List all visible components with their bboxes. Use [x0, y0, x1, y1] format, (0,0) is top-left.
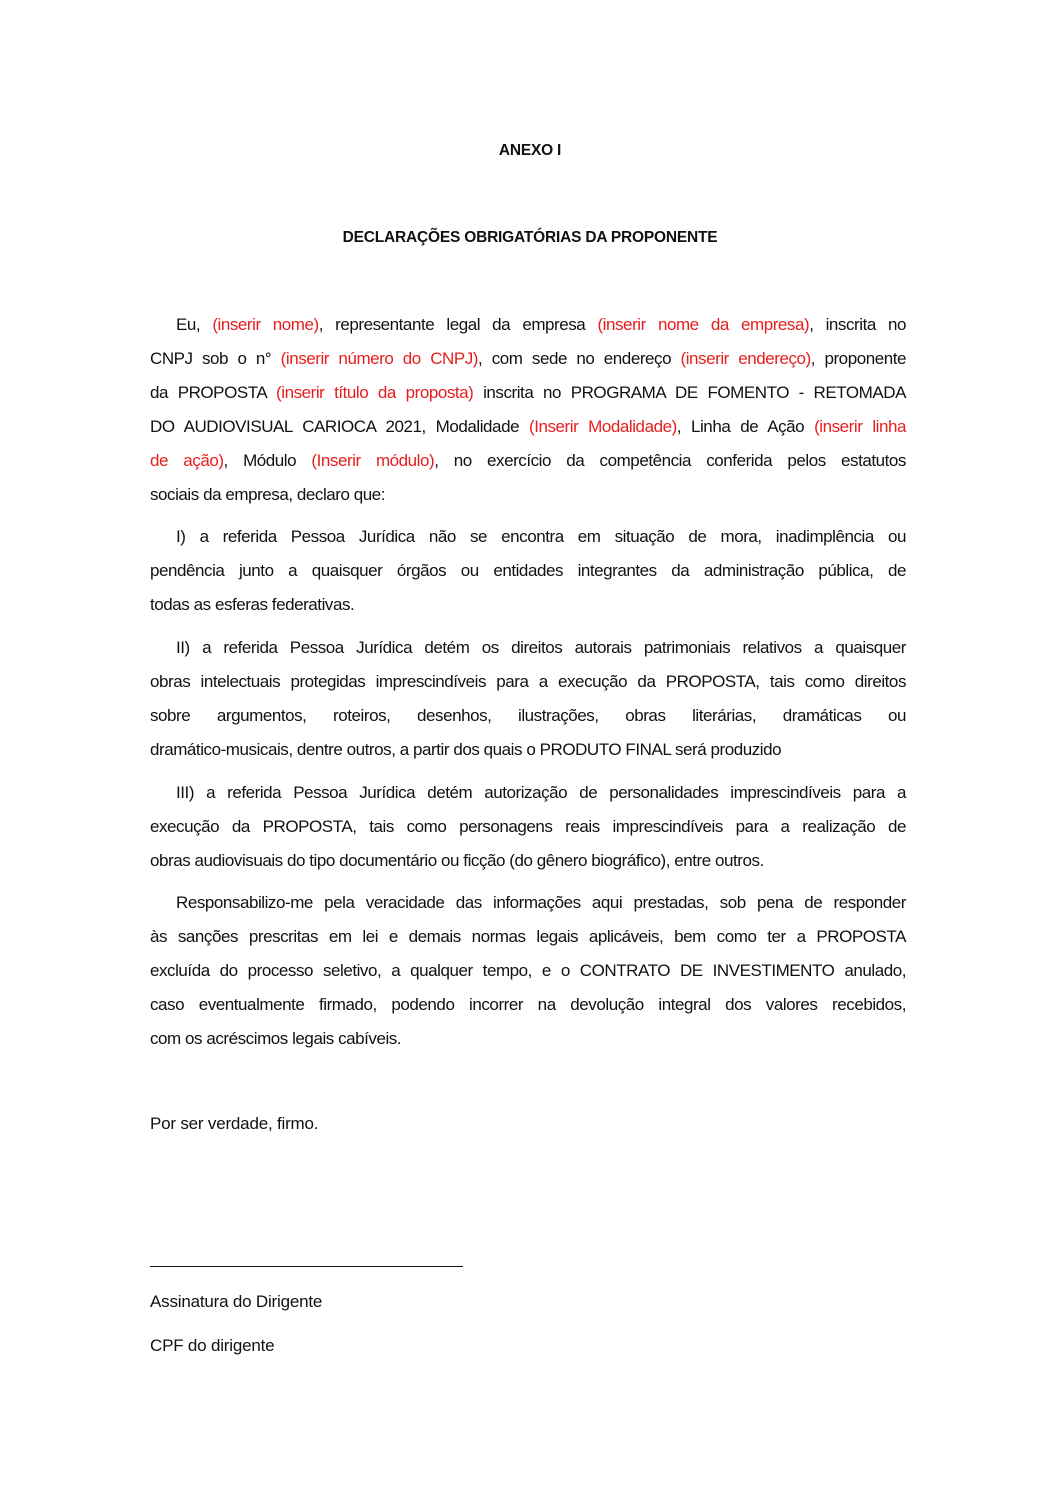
text: , com sede no endereço — [478, 349, 681, 368]
item-1-line: I) a referida Pessoa Jurídica não se encontra em situação de mora, inadimplência ou — [176, 527, 906, 546]
text: Eu, — [176, 315, 213, 334]
item-2-line: II) a referida Pessoa Jurídica detém os direitos autorais patrimoniais relativos a quaisquer — [176, 638, 906, 657]
intro-line-2 — [150, 342, 906, 376]
text: , proponente — [810, 349, 906, 368]
declaration-title: DECLARAÇÕES OBRIGATÓRIAS DA PROPONENTE — [342, 229, 718, 246]
cpf-label: CPF do dirigente — [150, 1336, 275, 1355]
item-1-line: pendência junto a quaisquer órgãos ou entidades integrantes da administração pública, de — [150, 561, 906, 580]
placeholder-modality: (Inserir Modalidade) — [528, 417, 677, 436]
intro-line-1 — [150, 308, 906, 342]
placeholder-action-line-cont: de ação) — [150, 451, 224, 470]
responsibility-line: Responsabilizo-me pela veracidade das informações aqui prestadas, sob pena de responder — [176, 893, 906, 912]
placeholder-action-line: (inserir linha — [814, 417, 906, 436]
responsibility-line: com os acréscimos legais cabíveis. — [150, 1029, 402, 1048]
responsibility-line: às sanções prescritas em lei e demais normas legais aplicáveis, bem como ter a PROPOSTA — [150, 927, 906, 946]
responsibility-line: caso eventualmente firmado, podendo incorrer na devolução integral dos valores recebidos, — [150, 995, 906, 1014]
item-3-line: obras audiovisuais do tipo documentário ou ficção (do gênero biográfico), entre outros. — [150, 851, 764, 870]
placeholder-address: (inserir endereço) — [680, 349, 811, 368]
item-3-line: execução da PROPOSTA, tais como personagens reais imprescindíveis para a realização de — [150, 817, 906, 836]
item-2-line: obras intelectuais protegidas imprescindíveis para a execução da PROPOSTA, tais como direitos — [150, 672, 906, 691]
item-2-line: dramático-musicais, dentre outros, a partir dos quais o PRODUTO FINAL será produzido — [150, 740, 782, 759]
item-3-line: III) a referida Pessoa Jurídica detém autorização de personalidades imprescindíveis para a — [176, 783, 906, 802]
intro-line-4 — [150, 410, 906, 444]
placeholder-name: (inserir nome) — [212, 315, 319, 334]
placeholder-proposal-title: (inserir título da proposta) — [276, 383, 474, 402]
intro-paragraph — [150, 308, 906, 512]
item-2-paragraph — [150, 631, 906, 767]
item-1-paragraph — [150, 520, 906, 622]
intro-line-5 — [150, 444, 906, 478]
signature-label: Assinatura do Dirigente — [150, 1292, 323, 1311]
text: CNPJ sob o n° — [150, 349, 281, 368]
annex-title: ANEXO I — [498, 142, 562, 159]
text: inscrita no PROGRAMA DE FOMENTO - RETOMADA — [473, 383, 906, 402]
intro-line-6: sociais da empresa, declaro que: — [150, 485, 386, 504]
responsibility-paragraph — [150, 886, 906, 1056]
placeholder-company-name: (inserir nome da empresa) — [597, 315, 810, 334]
placeholder-module: (Inserir módulo) — [311, 451, 435, 470]
text: DO AUDIOVISUAL CARIOCA 2021, Modalidade — [150, 417, 529, 436]
placeholder-cnpj: (inserir número do CNPJ) — [280, 349, 479, 368]
text: , representante legal da empresa — [318, 315, 598, 334]
text: , Linha de Ação — [676, 417, 815, 436]
item-2-line: sobre argumentos, roteiros, desenhos, ilustrações, obras literárias, dramáticas ou — [150, 706, 906, 725]
item-3-paragraph — [150, 776, 906, 878]
text: , inscrita no — [809, 315, 907, 334]
text: , no exercício da competência conferida pelos estatutos — [434, 451, 906, 470]
intro-line-3 — [150, 376, 906, 410]
responsibility-line: excluída do processo seletivo, a qualquer tempo, e o CONTRATO DE INVESTIMENTO anulado, — [150, 961, 906, 980]
item-1-line: todas as esferas federativas. — [150, 595, 355, 614]
text: da PROPOSTA — [150, 383, 277, 402]
closing-text: Por ser verdade, firmo. — [150, 1114, 319, 1133]
signature-line — [150, 1266, 463, 1267]
text: , Módulo — [223, 451, 312, 470]
